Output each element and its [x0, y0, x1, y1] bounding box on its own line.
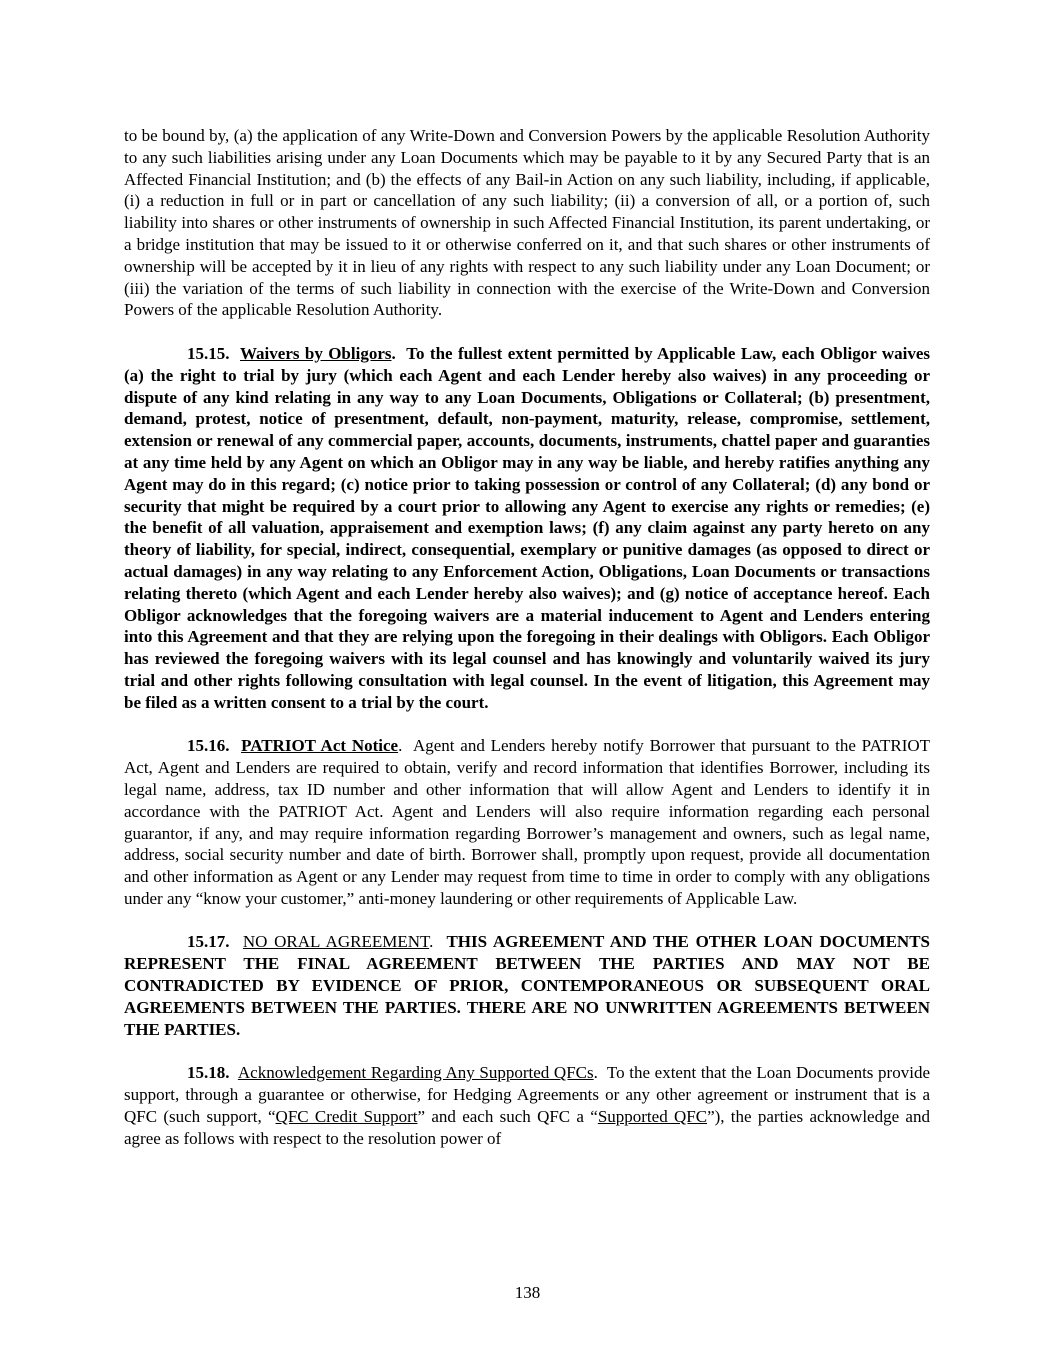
- section-15-17: [124, 931, 930, 1040]
- defined-term-supported-qfc: Supported QFC: [597, 1106, 708, 1126]
- heading-period: .: [391, 343, 396, 363]
- heading-period: .: [429, 932, 434, 952]
- section-heading: Waivers by Obligors: [239, 343, 392, 363]
- section-heading: Acknowledgement Regarding Any Supported QFCs: [237, 1063, 594, 1083]
- section-15-16: [124, 735, 930, 909]
- section-body: THIS AGREEMENT AND THE OTHER LOAN DOCUMENTS REPRESENT THE FINAL AGREEMENT BETWEEN THE PARTIES AND MAY NOT BE CONTRADICTED BY EVIDENCE OF PRIOR, CONTEMPORANEOUS OR SUBSEQUENT ORAL AGREEMENTS BETWEEN THE PARTIES. THERE ARE NO UNWRITTEN AGREEMENTS BETWEEN THE PARTIES.: [124, 932, 931, 1039]
- document-page: [124, 125, 930, 1149]
- intro-text: to be bound by, (a) the application of any Write-Down and Conversion Powers by the applicable Resolution Authority to any such liabilities arising under any Loan Documents which may be payable to it by any Secured Party that is an Affected Financial Institution; and (b) the effects of any Bail-in Action on any such liability, including, if applicable, (i) a reduction in full or in part or cancellation of any such liability; (ii) a conversion of all, or a portion of, such liability into shares or other instruments of ownership in such Affected Financial Institution, its parent undertaking, or a bridge institution that may be issued to it or otherwise conferred on it, and that such shares or other instruments of ownership will be accepted by it in lieu of any rights with respect to any such liability under any Loan Document; or (iii) the variation of the terms of such liability in connection with the exercise of the Write-Down and Conversion Powers of the applicable Resolution Authority.: [124, 126, 930, 320]
- section-number: 15.17.: [187, 932, 230, 952]
- section-heading: PATRIOT Act Notice: [241, 736, 399, 756]
- section-body-a: To the extent that the Loan Documents provide support, through a guarantee or otherwise, for Hedging Agreements or any other agreement or instrument that is a QFC (such support, “: [124, 1063, 930, 1126]
- section-15-18: [124, 1062, 930, 1149]
- page-number: 138: [514, 1283, 541, 1302]
- section-number: 15.16.: [187, 736, 230, 756]
- section-body-c: ”), the parties acknowledge and agree as follows with respect to the resolution power of: [124, 1106, 930, 1148]
- section-15-15: [124, 343, 930, 714]
- section-body: Agent and Lenders hereby notify Borrower that pursuant to the PATRIOT Act, Agent and Lenders are required to obtain, verify and record information that identifies Borrower, including its legal name, address, tax ID number and other information that will allow Agent and Lenders to identify it in accordance with the PATRIOT Act. Agent and Lenders will also require information regarding each personal guarantor, if any, and may require information regarding Borrower’s management and owners, such as legal name, address, social security number and date of birth. Borrower shall, promptly upon request, provide all documentation and other information as Agent or any Lender may request from time to time in order to comply with any obligations under any “know your customer,” anti-money laundering or other requirements of Applicable Law.: [124, 736, 931, 908]
- defined-term-qfc-credit-support: QFC Credit Support: [275, 1106, 418, 1126]
- section-body: To the fullest extent permitted by Applicable Law, each Obligor waives (a) the right to trial by jury (which each Agent and each Lender hereby also waives) in any proceeding or dispute of any kind relating in any way to any Loan Documents, Obligations or Collateral; (b) presentment, demand, protest, notice of presentment, default, non-payment, maturity, release, compromise, settlement, extension or renewal of any commercial paper, accounts, documents, instruments, chattel paper and guaranties at any time held by any Agent on which an Obligor may in any way be liable, and hereby ratifies anything any Agent may do in this regard; (c) notice prior to taking possession or control of any Collateral; (d) any bond or security that might be required by a court prior to allowing any Agent to exercise any rights or remedies; (e) the benefit of all valuation, appraisement and exemption laws; (f) any claim against any party hereto on any theory of liability, for special, indirect, consequential, exemplary or punitive damages (as opposed to direct or actual damages) in any way relating to any Enforcement Action, Obligations, Loan Documents or transactions relating thereto (which Agent and each Lender hereby also waives); and (g) notice of acceptance hereof. Each Obligor acknowledges that the foregoing waivers are a material inducement to Agent and Lenders entering into this Agreement and that they are relying upon the foregoing in their dealings with Obligors. Each Obligor has reviewed the foregoing waivers with its legal counsel and has knowingly and voluntarily waived its jury trial and other rights following consultation with legal counsel. In the event of litigation, this Agreement may be filed as a written consent to a trial by the court.: [124, 343, 930, 712]
- heading-period: .: [398, 736, 403, 756]
- heading-period: .: [593, 1063, 598, 1083]
- section-number: 15.15.: [187, 343, 230, 363]
- section-body-b: ” and each such QFC a “: [417, 1106, 598, 1126]
- section-heading: NO ORAL AGREEMENT: [242, 932, 430, 952]
- intro-paragraph: [124, 125, 930, 321]
- section-number: 15.18.: [187, 1063, 230, 1083]
